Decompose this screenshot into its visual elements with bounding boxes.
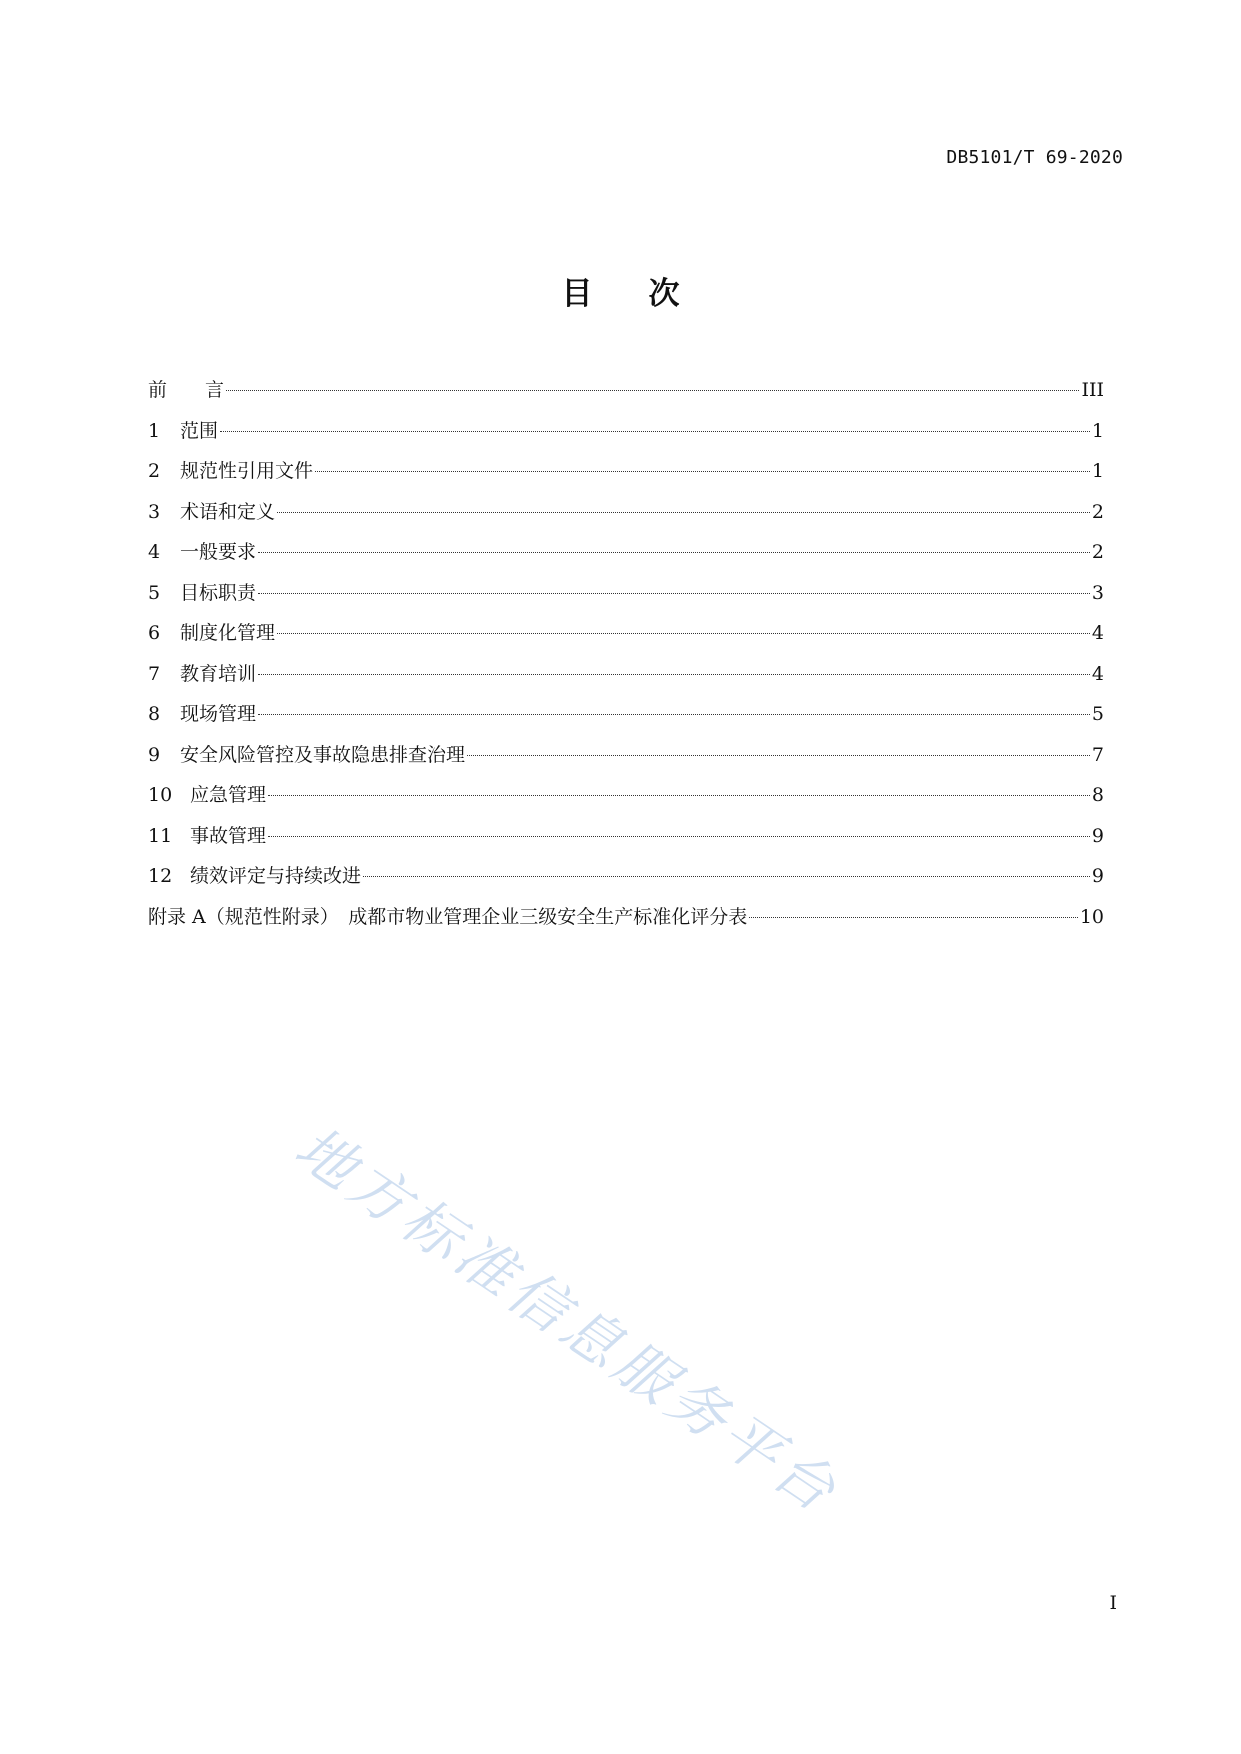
toc-entry-1[interactable] [148, 411, 1104, 452]
toc-page-number: 9 [1091, 824, 1104, 847]
toc-entry-7[interactable] [148, 654, 1104, 695]
dot-leader [258, 674, 1090, 675]
toc-entry-number: 10 [148, 784, 173, 806]
toc-entry-number: 7 [148, 662, 161, 685]
toc-entry-text: 制度化管理 [180, 622, 276, 644]
toc-page-number: III [1081, 379, 1104, 401]
toc-entry-number: 12 [148, 865, 173, 887]
toc-page-number: 8 [1091, 784, 1104, 806]
dot-leader [226, 390, 1079, 391]
toc-entry-number: 6 [148, 622, 161, 644]
toc-entry-foreword[interactable] [148, 370, 1104, 411]
toc-page-number: 2 [1091, 541, 1104, 563]
toc-entry-6[interactable] [148, 613, 1104, 654]
toc-entry-10[interactable] [148, 775, 1104, 816]
toc-entry-3[interactable] [148, 492, 1104, 533]
toc-entry-number: 8 [148, 703, 161, 725]
toc-entry-text: 目标职责 [180, 581, 257, 604]
document-header-code: DB5101/T 69-2020 [946, 147, 1123, 168]
toc-entry-text: 术语和定义 [180, 500, 276, 523]
dot-leader [277, 512, 1090, 513]
dot-leader [467, 755, 1090, 756]
toc-entry-appendix-a[interactable] [148, 897, 1104, 938]
dot-leader [315, 471, 1090, 472]
toc-page-number: 9 [1091, 865, 1104, 887]
page-title: 目次 [561, 276, 736, 312]
toc-entry-text: 教育培训 [180, 662, 257, 685]
toc-entry-number: 4 [148, 541, 161, 563]
dot-leader [268, 795, 1090, 796]
dot-leader [258, 714, 1090, 715]
dot-leader [749, 917, 1078, 918]
toc-entry-text: 绩效评定与持续改进 [190, 865, 362, 887]
table-of-contents [148, 370, 1104, 937]
toc-entry-text: 附录 A（规范性附录） 成都市物业管理企业三级安全生产标准化评分表 [148, 905, 748, 928]
toc-entry-11[interactable] [148, 816, 1104, 857]
dot-leader [277, 633, 1090, 634]
watermark: 地方标准信息服务平台 [283, 1112, 852, 1528]
dot-leader [363, 876, 1090, 877]
dot-leader [268, 836, 1090, 837]
toc-page-number: 7 [1091, 743, 1104, 766]
toc-page-number: 2 [1091, 500, 1104, 523]
toc-entry-number: 5 [148, 581, 161, 604]
dot-leader [258, 552, 1090, 553]
toc-page-number: 4 [1091, 622, 1104, 644]
toc-entry-text: 规范性引用文件 [180, 460, 314, 482]
toc-page-number: 1 [1091, 419, 1104, 442]
toc-page-number: 4 [1091, 662, 1104, 685]
toc-entry-number: 1 [148, 419, 161, 442]
toc-entry-text: 事故管理 [190, 824, 267, 847]
toc-page-number: 10 [1079, 905, 1104, 928]
toc-page-number: 5 [1091, 703, 1104, 725]
dot-leader [220, 431, 1090, 432]
dot-leader [258, 593, 1090, 594]
page-number-footer: I [1109, 1592, 1117, 1614]
toc-entry-text: 范围 [180, 419, 219, 442]
toc-entry-9[interactable] [148, 735, 1104, 776]
toc-entry-8[interactable] [148, 694, 1104, 735]
toc-entry-12[interactable] [148, 856, 1104, 897]
toc-entry-text: 应急管理 [190, 784, 267, 806]
toc-entry-number: 11 [148, 824, 173, 847]
toc-entry-text: 安全风险管控及事故隐患排查治理 [180, 743, 466, 766]
toc-entry-4[interactable] [148, 532, 1104, 573]
toc-entry-text: 现场管理 [180, 703, 257, 725]
toc-page-number: 1 [1091, 460, 1104, 482]
toc-entry-2[interactable] [148, 451, 1104, 492]
toc-entry-5[interactable] [148, 573, 1104, 614]
toc-entry-number: 9 [148, 743, 161, 766]
toc-entry-text: 一般要求 [180, 541, 257, 563]
toc-entry-text: 前 言 [148, 379, 225, 401]
toc-entry-number: 3 [148, 500, 161, 523]
toc-entry-number: 2 [148, 460, 161, 482]
toc-page-number: 3 [1091, 581, 1104, 604]
